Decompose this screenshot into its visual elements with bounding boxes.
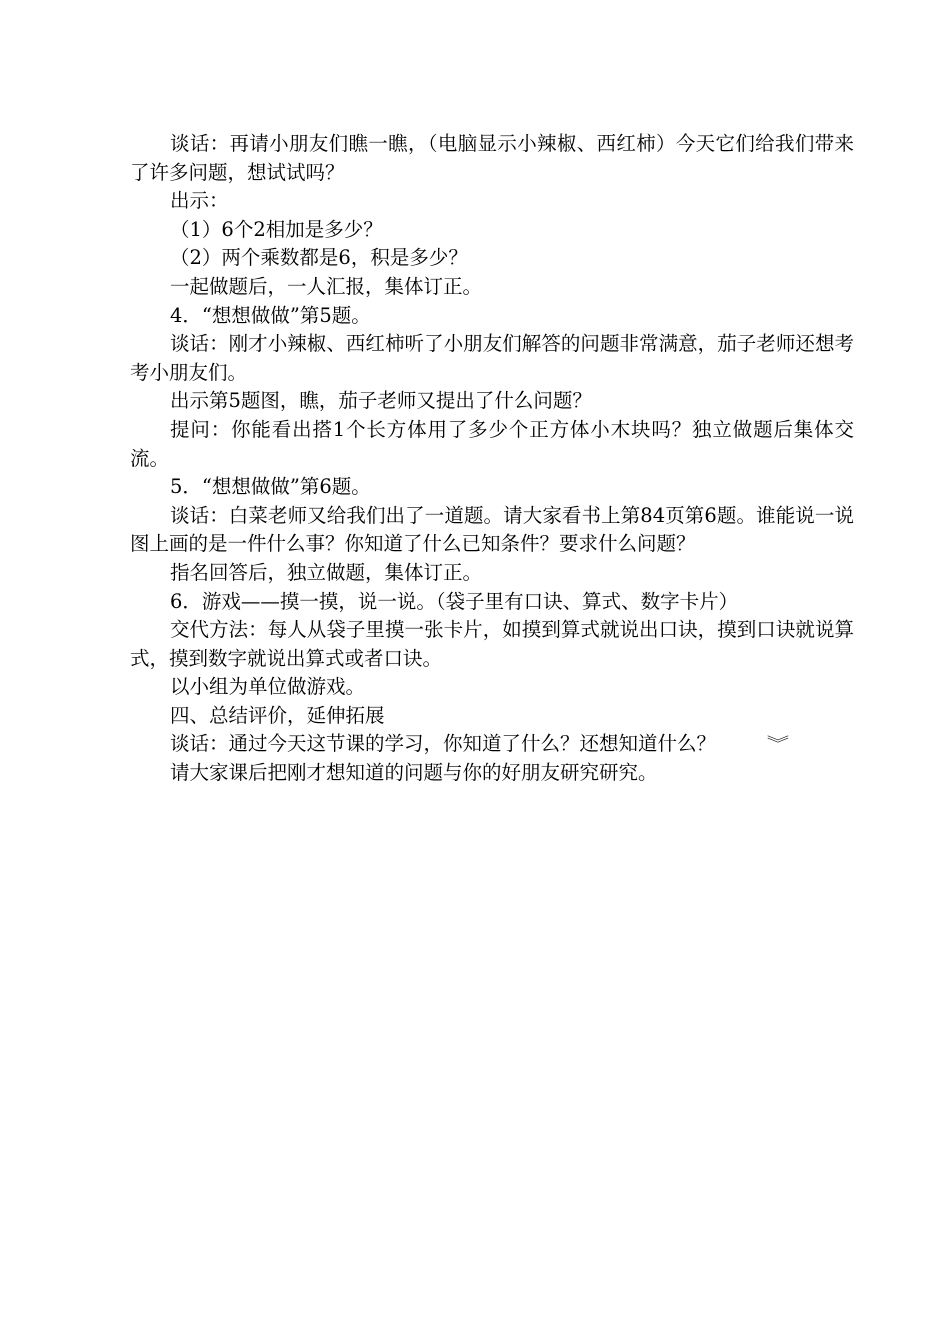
double-chevron-down-icon: ︾ xyxy=(766,734,790,754)
section-heading: 6．游戏——摸一摸，说一说。（袋子里有口诀、算式、数字卡片） xyxy=(170,589,739,613)
paragraph: 一起做题后，一人汇报，集体订正。 xyxy=(170,274,483,298)
document-body xyxy=(130,130,854,788)
paragraph: 谈话：再请小朋友们瞧一瞧，（电脑显示小辣椒、西红柿）今天它们给我们带来了许多问题，想试试吗？ xyxy=(130,132,854,184)
paragraph: 指名回答后，独立做题，集体订正。 xyxy=(170,560,483,584)
list-item: （1）6个2相加是多少？ xyxy=(170,217,383,241)
paragraph: 以小组为单位做游戏。 xyxy=(170,675,366,699)
paragraph-text: 谈话：通过今天这节课的学习，你知道了什么？还想知道什么？ xyxy=(170,732,717,756)
list-item: （2）两个乘数都是6，积是多少？ xyxy=(170,246,468,270)
paragraph xyxy=(130,730,854,759)
paragraph: 请大家课后把刚才想知道的问题与你的好朋友研究研究。 xyxy=(170,761,658,785)
paragraph: 谈话：白菜老师又给我们出了一道题。请大家看书上第84页第6题。谁能说一说图上画的是一件什么事？你知道了什么已知条件？要求什么问题？ xyxy=(130,503,854,556)
paragraph: 提问：你能看出搭1个长方体用了多少个正方体小木块吗？独立做题后集体交流。 xyxy=(130,417,854,470)
section-heading: 四、总结评价，延伸拓展 xyxy=(170,703,385,727)
paragraph: 出示： xyxy=(170,189,229,213)
paragraph: 出示第5题图，瞧，茄子老师又提出了什么问题？ xyxy=(170,389,592,413)
section-heading: 5．“想想做做”第6题。 xyxy=(170,475,371,499)
paragraph: 交代方法：每人从袋子里摸一张卡片，如摸到算式就说出口诀，摸到口诀就说算式，摸到数字就说出算式或者口诀。 xyxy=(130,618,854,670)
section-heading: 4．“想想做做”第5题。 xyxy=(170,303,371,327)
paragraph: 谈话：刚才小辣椒、西红柿听了小朋友们解答的问题非常满意，茄子老师还想考考小朋友们。 xyxy=(130,332,854,384)
